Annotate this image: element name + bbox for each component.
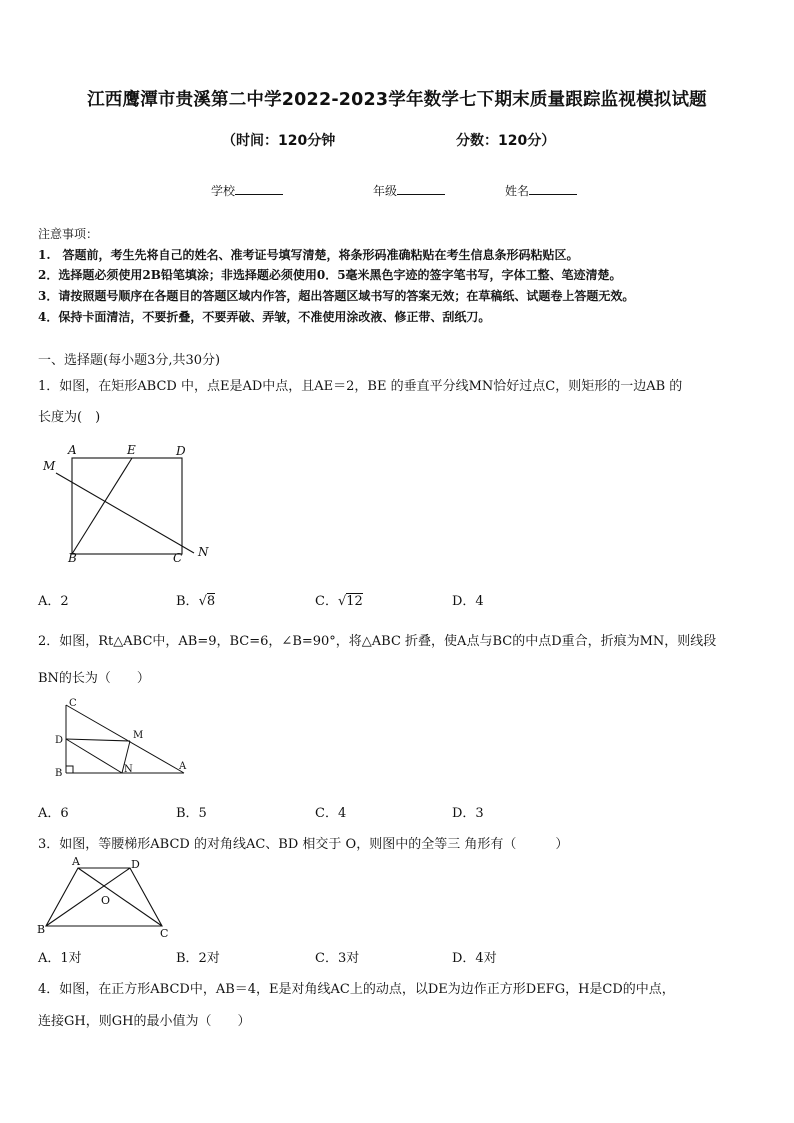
question-4-text-cont: 连接GH，则GH的最小值为（ ） bbox=[38, 1014, 251, 1029]
label-c: C bbox=[173, 551, 183, 562]
line-mn bbox=[56, 473, 194, 553]
label-d: D bbox=[55, 735, 64, 746]
q3-option-a: A．1对 bbox=[38, 951, 82, 966]
q1-option-b-label: B． bbox=[176, 594, 199, 609]
label-a: A bbox=[68, 443, 77, 457]
q3-option-d: D．4对 bbox=[452, 951, 497, 966]
rectangle-abcd bbox=[72, 458, 182, 554]
diagonal-ac bbox=[78, 868, 162, 926]
grade-blank bbox=[397, 182, 445, 195]
right-angle-mark bbox=[66, 766, 73, 773]
label-m: M bbox=[133, 730, 144, 741]
radical-sign: √ bbox=[337, 594, 347, 609]
label-a: A bbox=[72, 855, 80, 868]
segment-dm bbox=[66, 739, 130, 741]
q3-option-b: B．2对 bbox=[176, 951, 220, 966]
q2-option-b: B．5 bbox=[176, 806, 207, 821]
school-field bbox=[211, 182, 283, 199]
label-b: B bbox=[37, 923, 46, 936]
label-e: E bbox=[127, 443, 136, 457]
label-d: D bbox=[131, 858, 140, 871]
name-blank bbox=[529, 182, 577, 195]
q1-option-b bbox=[176, 590, 215, 609]
q1-option-d: D．4 bbox=[452, 594, 484, 609]
exam-score: 分数：120分） bbox=[456, 133, 556, 149]
notes-heading: 注意事项： bbox=[38, 227, 99, 241]
label-a: A bbox=[179, 761, 187, 772]
question-2-text: 2．如图，Rt△ABC中，AB=9，BC=6，∠B=90°，将△ABC 折叠，使A点与BC的中点D重合，折痕为MN，则线段 bbox=[38, 634, 717, 649]
q1-option-c-label: C． bbox=[315, 594, 338, 609]
segment-be bbox=[72, 458, 132, 554]
label-b: B bbox=[68, 551, 77, 562]
school-label: 学校 bbox=[211, 184, 236, 198]
question-1-figure bbox=[38, 440, 218, 562]
section-heading: 一、选择题(每小题3分,共30分) bbox=[38, 353, 221, 368]
school-blank bbox=[235, 182, 283, 195]
grade-label: 年级 bbox=[373, 184, 398, 198]
exam-title: 江西鹰潭市贵溪第二中学2022-2023学年数学七下期末质量跟踪监视模拟试题 bbox=[87, 90, 707, 110]
q2-option-d: D．3 bbox=[452, 806, 484, 821]
name-label: 姓名 bbox=[505, 184, 530, 198]
q1-option-c-radicand: 12 bbox=[346, 594, 363, 609]
name-field bbox=[505, 182, 577, 199]
note-item: 2．选择题必须使用2B铅笔填涂；非选择题必须使用0．5毫米黑色字迹的签字笔书写，字体工整、笔迹清楚。 bbox=[38, 268, 622, 282]
question-2-text-cont: BN的长为（ ） bbox=[38, 671, 150, 686]
question-1-text: 1．如图，在矩形ABCD 中，点E是AD中点，且AE＝2，BE 的垂直平分线MN恰好过点C，则矩形的一边AB 的 bbox=[38, 379, 683, 394]
question-3-figure bbox=[34, 854, 176, 940]
exam-time: （时间：120分钟 bbox=[222, 133, 336, 149]
question-1-text-cont: 长度为( ) bbox=[38, 410, 101, 425]
q2-option-a: A．6 bbox=[38, 806, 69, 821]
label-b: B bbox=[55, 768, 63, 778]
note-item: 1. 答题前，考生先将自己的姓名、准考证号填写清楚，将条形码准确粘贴在考生信息条形码粘贴区。 bbox=[38, 248, 579, 262]
label-c: C bbox=[160, 927, 169, 940]
label-n: N bbox=[124, 764, 133, 775]
label-m: M bbox=[43, 459, 56, 473]
grade-field bbox=[373, 182, 445, 199]
q1-option-a: A．2 bbox=[38, 594, 69, 609]
q2-option-c: C．4 bbox=[315, 806, 347, 821]
question-3-text: 3．如图，等腰梯形ABCD 的对角线AC、BD 相交于 O，则图中的全等三 角形有（ ） bbox=[38, 837, 569, 852]
segment-dn bbox=[66, 739, 122, 773]
question-2-figure bbox=[50, 696, 190, 778]
label-d: D bbox=[176, 444, 186, 458]
q1-option-c bbox=[315, 590, 363, 609]
label-n: N bbox=[198, 545, 209, 559]
note-item: 4．保持卡面清洁，不要折叠，不要弄破、弄皱，不准使用涂改液、修正带、刮纸刀。 bbox=[38, 310, 491, 324]
q3-option-c: C．3对 bbox=[315, 951, 360, 966]
question-4-text: 4．如图，在正方形ABCD中，AB＝4，E是对角线AC上的动点，以DE为边作正方形DEFG，H是CD的中点， bbox=[38, 982, 675, 997]
q1-option-b-radicand: 8 bbox=[206, 594, 216, 609]
note-item: 3．请按照题号顺序在各题目的答题区域内作答，超出答题区域书写的答案无效；在草稿纸、试题卷上答题无效。 bbox=[38, 289, 635, 303]
diagonal-bd bbox=[46, 868, 130, 926]
label-c: C bbox=[69, 698, 77, 709]
radical-sign: √ bbox=[198, 594, 207, 609]
label-o: O bbox=[101, 894, 111, 907]
